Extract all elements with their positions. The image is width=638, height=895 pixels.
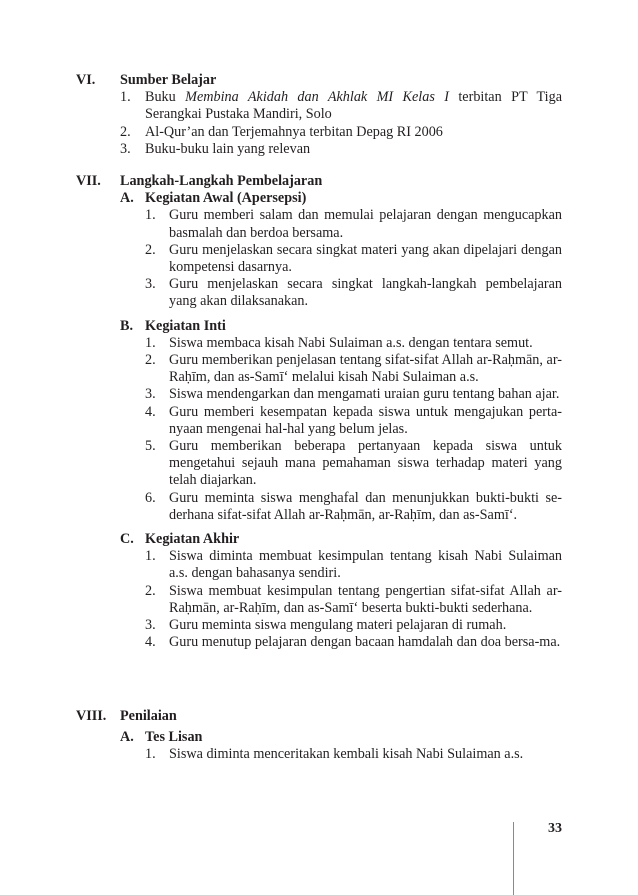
item-text-pre: Buku	[145, 89, 186, 106]
list-item	[145, 634, 562, 651]
subsection-letter: C.	[120, 531, 134, 548]
item-number: 2.	[145, 582, 156, 599]
item-text-post: terbitan PT Tiga Serangkai Pustaka Mandiri, Solo	[145, 89, 563, 123]
subsection-heading	[120, 318, 562, 335]
list-item	[145, 276, 562, 310]
section-number: VIII.	[76, 708, 107, 724]
page-margin-rule	[513, 822, 514, 895]
section-heading	[76, 173, 562, 190]
subsection-list	[145, 548, 562, 651]
subsection-title: Tes Lisan	[145, 729, 203, 746]
list-item	[145, 583, 562, 617]
item-text: Siswa membuat kesimpulan tentang pengertian sifat-sifat Allah ar-Raḥmān, ar-Raḥīm, dan as-Samī‘ beserta bukti-bukti sederhana.	[169, 582, 562, 616]
item-number: 3.	[145, 386, 156, 403]
page-number: 33	[548, 821, 562, 836]
subsection-letter: B.	[120, 317, 134, 334]
item-text: Guru memberi kesempatan kepada siswa untuk mengajukan perta-nyaan mengenai hal-hal yang belum jelas.	[169, 403, 562, 437]
item-number: 2.	[120, 123, 131, 140]
item-number: 2.	[145, 241, 156, 258]
list-item	[145, 386, 562, 403]
item-text: Siswa diminta membuat kesimpulan tentang kisah Nabi Sulaiman a.s. dengan bahasanya sendiri.	[169, 548, 562, 582]
item-number: 3.	[145, 276, 156, 293]
section-title: Penilaian	[120, 708, 177, 724]
list-item	[145, 617, 562, 634]
subsection-title: Kegiatan Awal (Apersepsi)	[145, 190, 307, 207]
section-body	[120, 190, 562, 651]
list-item	[145, 438, 562, 490]
subsection-heading	[120, 729, 562, 746]
section-vii	[76, 173, 562, 651]
item-number: 4.	[145, 634, 156, 651]
subsection-title: Kegiatan Inti	[145, 317, 226, 334]
item-text: Guru memberikan beberapa pertanyaan kepada siswa untuk mengetahui sejauh mana pemahaman siswa terhadap materi yang telah diajarkan.	[169, 438, 562, 489]
section-title: Sumber Belajar	[120, 72, 217, 88]
item-text: Al-Qur’an dan Terjemahnya terbitan Depag RI 2006	[145, 123, 443, 140]
section-number: VI.	[76, 72, 96, 88]
section-vi	[76, 72, 562, 158]
item-text: Guru menutup pelajaran dengan bacaan hamdalah dan doa bersa-ma.	[169, 634, 561, 651]
section-number: VII.	[76, 173, 101, 189]
item-number: 1.	[145, 746, 156, 763]
section-viii	[76, 708, 562, 764]
subsection-letter: A.	[120, 190, 134, 207]
subsection-heading	[120, 531, 562, 548]
subsection-list	[145, 335, 562, 524]
list-item	[145, 242, 562, 276]
item-text: Buku-buku lain yang relevan	[145, 140, 311, 157]
list-item	[145, 404, 562, 438]
subsection-title: Kegiatan Akhir	[145, 531, 240, 548]
item-text: Guru memberi salam dan memulai pelajaran dengan mengucapkan basmalah dan berdoa bersama.	[169, 207, 562, 241]
item-number: 3.	[120, 140, 131, 157]
item-text: Siswa mendengarkan dan mengamati uraian guru tentang bahan ajar.	[169, 386, 560, 403]
item-text: Guru menjelaskan secara singkat langkah-langkah pembelajaran yang akan dilaksanakan.	[169, 276, 562, 310]
item-number: 6.	[145, 489, 156, 506]
item-number: 1.	[145, 548, 156, 565]
list-item	[120, 124, 562, 141]
book-title: Membina Akidah dan Akhlak MI Kelas I	[185, 89, 449, 106]
list-item	[145, 746, 562, 763]
item-number: 2.	[145, 352, 156, 369]
item-text: Siswa membaca kisah Nabi Sulaiman a.s. dengan tentara semut.	[169, 334, 533, 351]
section-title: Langkah-Langkah Pembelajaran	[120, 173, 323, 189]
item-number: 1.	[145, 334, 156, 351]
subsection-heading	[120, 190, 562, 207]
section-list	[120, 89, 562, 158]
item-text: Guru memberikan penjelasan tentang sifat-sifat Allah ar-Raḥmān, ar-Raḥīm, dan as-Samī‘ melalui kisah Nabi Sulaiman a.s.	[169, 352, 562, 386]
item-number: 1.	[145, 207, 156, 224]
list-item	[120, 141, 562, 158]
item-number: 1.	[120, 89, 131, 106]
item-text: Siswa diminta menceritakan kembali kisah Nabi Sulaiman a.s.	[169, 746, 524, 763]
item-number: 4.	[145, 403, 156, 420]
section-heading	[76, 708, 562, 725]
item-text: Guru meminta siswa menghafal dan menunjukkan bukti-bukti se-derhana sifat-sifat Allah ar-Raḥmān, ar-Raḥīm, dan as-Samī‘.	[169, 489, 562, 523]
section-heading	[76, 72, 562, 89]
list-item	[145, 490, 562, 524]
item-text: Guru meminta siswa mengulang materi pelajaran di rumah.	[169, 617, 507, 634]
item-number: 3.	[145, 617, 156, 634]
list-item	[145, 548, 562, 582]
section-body	[120, 729, 562, 763]
subsection-letter: A.	[120, 729, 134, 746]
list-item	[120, 89, 562, 123]
item-text: Guru menjelaskan secara singkat materi yang akan dipelajari dengan kompetensi dasarnya.	[169, 241, 562, 276]
list-item	[145, 352, 562, 386]
item-number: 5.	[145, 438, 156, 455]
subsection-list	[145, 207, 562, 310]
item-text	[145, 89, 562, 123]
list-item	[145, 207, 562, 241]
subsection-list	[145, 746, 562, 763]
list-item	[145, 335, 562, 352]
